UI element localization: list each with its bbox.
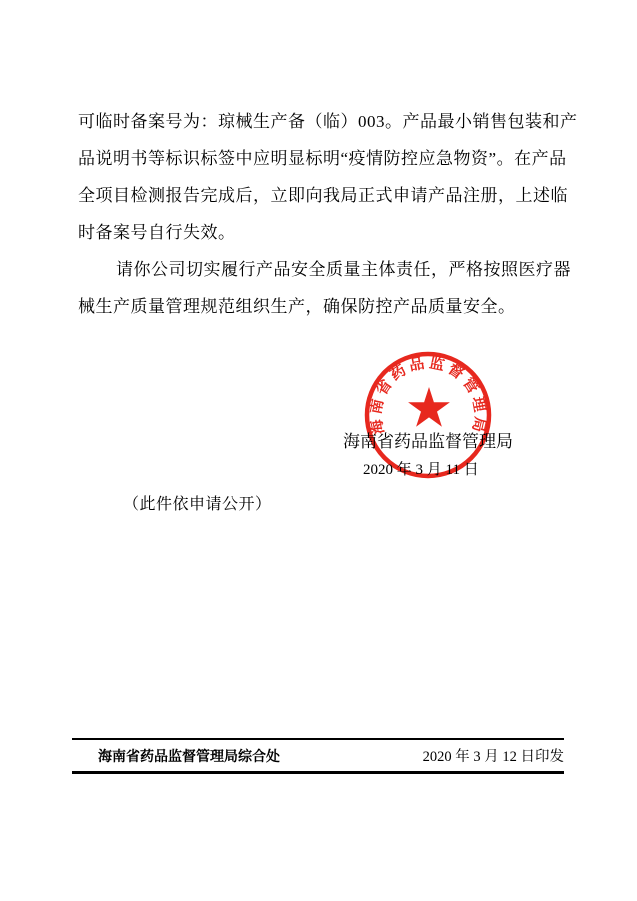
paragraph-1 [78, 103, 578, 251]
body-line: 可临时备案号为：琼械生产备（临）003。产品最小销售包装和产 [78, 112, 578, 131]
body-line: 时备案号自行失效。 [78, 223, 236, 242]
footer [72, 738, 564, 774]
seal-star-icon [408, 387, 450, 427]
footer-row [72, 740, 564, 771]
body-line: 全项目检测报告完成后，立即向我局正式申请产品注册，上述临 [78, 186, 568, 205]
body-line: 械生产质量管理规范组织生产，确保防控产品质量安全。 [78, 297, 516, 316]
signature-date: 2020 年 3 月 11 日 [363, 462, 479, 478]
body-line: 品说明书等标识标签中应明显标明“疫情防控应急物资”。在产品 [78, 149, 567, 168]
paragraph-2 [78, 251, 578, 325]
seal-text: 海南省药品监督管理局 [368, 355, 488, 437]
body-line: 请你公司切实履行产品安全质量主体责任，严格按照医疗器 [116, 260, 571, 279]
body-text [78, 103, 578, 325]
signature-agency: 海南省药品监督管理局 [343, 432, 513, 451]
footer-print-date: 2020 年 3 月 12 日印发 [422, 749, 564, 765]
footer-rule-bottom [72, 771, 564, 774]
disclosure-note: （此件依申请公开） [123, 496, 272, 513]
footer-issuer: 海南省药品监督管理局综合处 [98, 747, 280, 764]
